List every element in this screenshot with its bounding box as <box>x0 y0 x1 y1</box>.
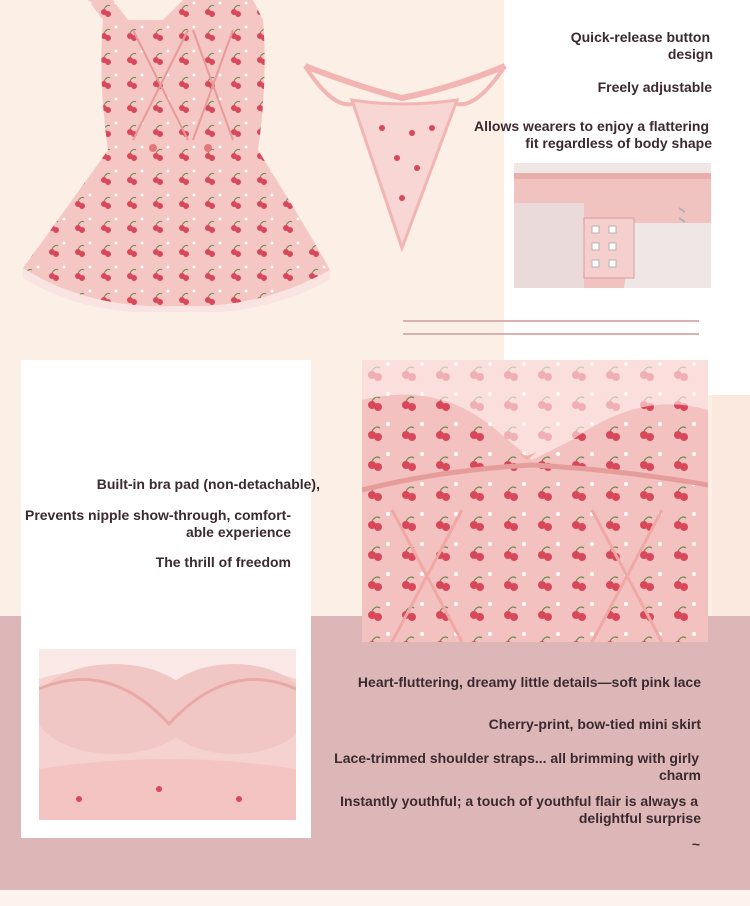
feature-freedom: The thrill of freedom <box>155 554 291 570</box>
bust-closeup-image <box>362 360 708 642</box>
dress-image <box>18 0 334 312</box>
feature-adjustable: Freely adjustable <box>597 79 712 95</box>
right-strip <box>712 395 750 616</box>
detail-youthful-cont: delightful surprise <box>578 810 701 826</box>
footer-strip <box>0 890 750 906</box>
feature-no-show-through: Prevents nipple show-through, comfort- <box>24 507 291 523</box>
bra-cups-image <box>39 649 296 820</box>
detail-shoulder-straps-cont: charm <box>658 767 701 783</box>
detail-youthful: Instantly youthful; a touch of youthful flair is always a <box>340 793 698 809</box>
divider-top <box>403 320 699 322</box>
feature-no-show-through-cont: able experience <box>185 524 291 540</box>
feature-bra-pad: Built-in bra pad (non-detachable), <box>96 476 320 492</box>
detail-mini-skirt: Cherry-print, bow-tied mini skirt <box>488 716 701 732</box>
hook-closure-image <box>514 163 711 288</box>
feature-quick-release: Quick-release button <box>570 29 710 45</box>
feature-quick-release-cont: design <box>667 46 713 62</box>
divider-bottom <box>403 333 699 335</box>
detail-pink-lace: Heart-fluttering, dreamy little details—soft pink lace <box>357 674 701 690</box>
feature-flattering-fit: Allows wearers to enjoy a flattering <box>474 118 709 134</box>
detail-tilde: ~ <box>691 836 700 852</box>
detail-shoulder-straps: Lace-trimmed shoulder straps... all brimming with girly <box>334 750 699 766</box>
feature-flattering-fit-cont: fit regardless of body shape <box>525 135 712 151</box>
